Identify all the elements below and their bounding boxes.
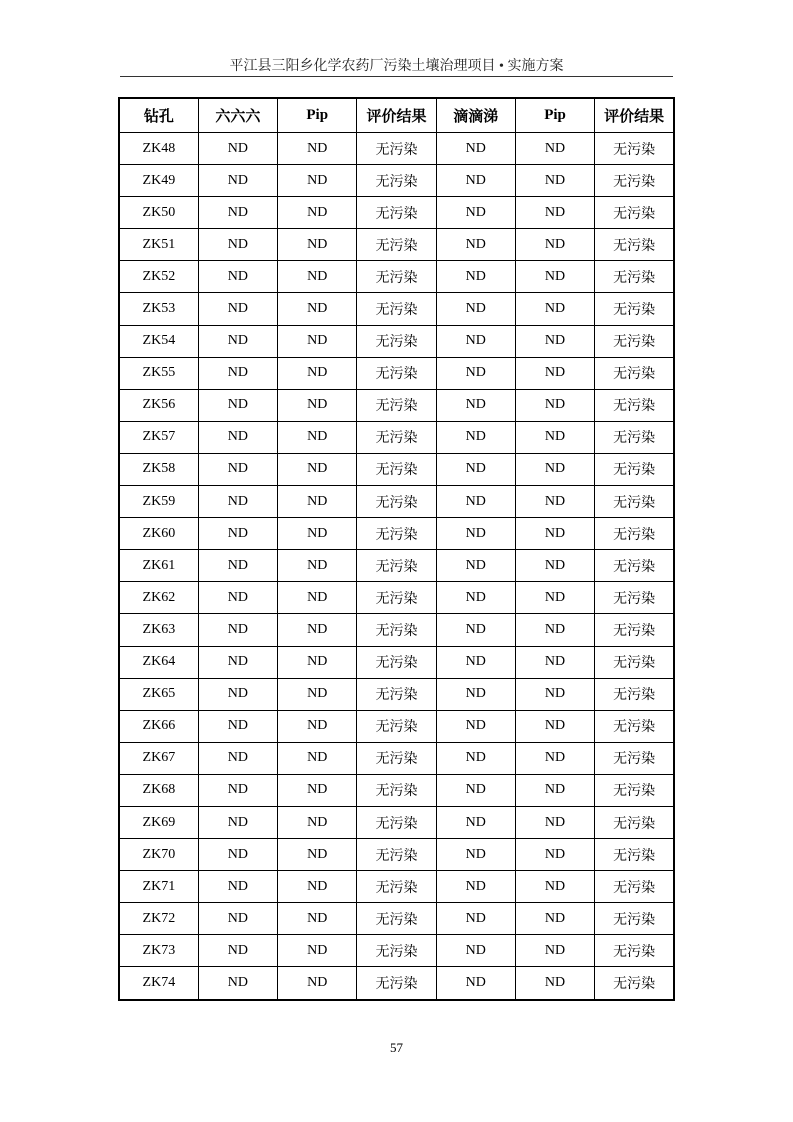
table-cell: ND bbox=[436, 229, 515, 261]
table-cell: ZK71 bbox=[119, 871, 198, 903]
table-row bbox=[119, 229, 674, 261]
table-cell: ND bbox=[436, 197, 515, 229]
table-cell: ND bbox=[198, 806, 277, 838]
table-cell: ZK60 bbox=[119, 518, 198, 550]
table-cell: ND bbox=[515, 293, 594, 325]
table-row bbox=[119, 197, 674, 229]
table-cell: ND bbox=[278, 389, 357, 421]
column-header: 滴滴涕 bbox=[436, 98, 515, 133]
table-cell: ND bbox=[198, 774, 277, 806]
table-cell: ZK54 bbox=[119, 325, 198, 357]
table-cell: ND bbox=[515, 197, 594, 229]
table-cell: ND bbox=[515, 646, 594, 678]
table-cell: ND bbox=[198, 293, 277, 325]
table-cell: 无污染 bbox=[357, 582, 436, 614]
table-cell: ND bbox=[515, 903, 594, 935]
table-cell: 无污染 bbox=[357, 261, 436, 293]
table-body bbox=[119, 133, 674, 1000]
table-cell: 无污染 bbox=[595, 582, 674, 614]
table-cell: ND bbox=[198, 325, 277, 357]
running-header: 平江县三阳乡化学农药厂污染土壤治理项目 • 实施方案 bbox=[229, 59, 564, 74]
table-cell: ND bbox=[436, 967, 515, 1000]
table-cell: ZK55 bbox=[119, 357, 198, 389]
table-cell: ND bbox=[278, 582, 357, 614]
table-cell: ND bbox=[436, 293, 515, 325]
table-cell: ND bbox=[436, 710, 515, 742]
table-row bbox=[119, 518, 674, 550]
column-header: 评价结果 bbox=[595, 98, 674, 133]
table-cell: 无污染 bbox=[357, 453, 436, 485]
table-cell: ND bbox=[436, 614, 515, 646]
table-cell: ND bbox=[515, 614, 594, 646]
table-cell: ND bbox=[198, 357, 277, 389]
table-row bbox=[119, 582, 674, 614]
table-cell: 无污染 bbox=[595, 935, 674, 967]
table-cell: ZK50 bbox=[119, 197, 198, 229]
table-cell: 无污染 bbox=[357, 133, 436, 165]
table-row bbox=[119, 710, 674, 742]
table-cell: 无污染 bbox=[357, 742, 436, 774]
table-cell: 无污染 bbox=[595, 806, 674, 838]
table-cell: ND bbox=[198, 389, 277, 421]
table-cell: ND bbox=[436, 646, 515, 678]
table-row bbox=[119, 806, 674, 838]
table-cell: ND bbox=[436, 550, 515, 582]
table-cell: ND bbox=[198, 197, 277, 229]
table-cell: ND bbox=[436, 582, 515, 614]
table-cell: 无污染 bbox=[357, 486, 436, 518]
table-cell: 无污染 bbox=[595, 967, 674, 1000]
table-row bbox=[119, 453, 674, 485]
table-cell: ZK48 bbox=[119, 133, 198, 165]
table-cell: ND bbox=[198, 742, 277, 774]
table-row bbox=[119, 550, 674, 582]
table-cell: ND bbox=[198, 421, 277, 453]
table-cell: 无污染 bbox=[595, 871, 674, 903]
table-cell: ND bbox=[278, 325, 357, 357]
table-cell: ND bbox=[515, 389, 594, 421]
table-cell: 无污染 bbox=[595, 903, 674, 935]
table-cell: 无污染 bbox=[357, 839, 436, 871]
table-cell: ZK64 bbox=[119, 646, 198, 678]
table-cell: 无污染 bbox=[595, 165, 674, 197]
table-cell: ND bbox=[278, 839, 357, 871]
table-cell: ND bbox=[515, 710, 594, 742]
table-cell: ND bbox=[278, 486, 357, 518]
table-cell: 无污染 bbox=[357, 967, 436, 1000]
table-cell: ND bbox=[278, 871, 357, 903]
table-cell: ZK62 bbox=[119, 582, 198, 614]
table-cell: ND bbox=[278, 710, 357, 742]
table-row bbox=[119, 614, 674, 646]
table-cell: ND bbox=[198, 133, 277, 165]
table-row bbox=[119, 774, 674, 806]
table-cell: ND bbox=[436, 774, 515, 806]
table-cell: ND bbox=[436, 133, 515, 165]
table-cell: ND bbox=[278, 678, 357, 710]
table-cell: 无污染 bbox=[595, 710, 674, 742]
table-cell: 无污染 bbox=[357, 197, 436, 229]
table-row bbox=[119, 903, 674, 935]
table-cell: ND bbox=[198, 550, 277, 582]
table-cell: ND bbox=[515, 453, 594, 485]
table-cell: ND bbox=[278, 453, 357, 485]
table-cell: ND bbox=[515, 325, 594, 357]
table-cell: ZK66 bbox=[119, 710, 198, 742]
table-cell: ND bbox=[198, 710, 277, 742]
table-cell: ND bbox=[515, 486, 594, 518]
table-row bbox=[119, 421, 674, 453]
table-cell: ZK72 bbox=[119, 903, 198, 935]
table-cell: ND bbox=[436, 357, 515, 389]
table-cell: ND bbox=[278, 935, 357, 967]
table-row bbox=[119, 486, 674, 518]
table-cell: 无污染 bbox=[357, 389, 436, 421]
table-cell: ND bbox=[198, 678, 277, 710]
table-cell: ZK67 bbox=[119, 742, 198, 774]
table-cell: ND bbox=[515, 806, 594, 838]
table-cell: 无污染 bbox=[357, 325, 436, 357]
table-cell: 无污染 bbox=[595, 325, 674, 357]
table-cell: ND bbox=[198, 614, 277, 646]
table-cell: 无污染 bbox=[357, 710, 436, 742]
table-cell: ZK53 bbox=[119, 293, 198, 325]
table-cell: ND bbox=[436, 421, 515, 453]
table-cell: 无污染 bbox=[595, 774, 674, 806]
table-cell: ND bbox=[278, 197, 357, 229]
table-cell: 无污染 bbox=[595, 518, 674, 550]
table-cell: 无污染 bbox=[595, 550, 674, 582]
table-cell: 无污染 bbox=[595, 486, 674, 518]
column-header: Pip bbox=[278, 98, 357, 133]
table-cell: 无污染 bbox=[357, 774, 436, 806]
table-cell: 无污染 bbox=[595, 678, 674, 710]
column-header: 钻孔 bbox=[119, 98, 198, 133]
table-cell: 无污染 bbox=[595, 229, 674, 261]
table-cell: ND bbox=[436, 806, 515, 838]
table-cell: ND bbox=[198, 261, 277, 293]
table-cell: ND bbox=[436, 518, 515, 550]
table-cell: ND bbox=[436, 903, 515, 935]
table-cell: ND bbox=[436, 678, 515, 710]
table-cell: ZK73 bbox=[119, 935, 198, 967]
table-cell: 无污染 bbox=[595, 742, 674, 774]
table-cell: ND bbox=[278, 261, 357, 293]
table-row bbox=[119, 839, 674, 871]
table-cell: 无污染 bbox=[357, 871, 436, 903]
table-cell: ND bbox=[515, 421, 594, 453]
table-row bbox=[119, 678, 674, 710]
table-cell: 无污染 bbox=[357, 903, 436, 935]
page-number: 57 bbox=[390, 1040, 403, 1055]
table-row bbox=[119, 165, 674, 197]
table-cell: ND bbox=[436, 871, 515, 903]
table-header-row bbox=[119, 98, 674, 133]
table-cell: ND bbox=[198, 229, 277, 261]
table-cell: ZK65 bbox=[119, 678, 198, 710]
table-cell: ND bbox=[278, 165, 357, 197]
table-cell: 无污染 bbox=[595, 614, 674, 646]
table-cell: 无污染 bbox=[357, 550, 436, 582]
table-cell: ND bbox=[278, 293, 357, 325]
table-cell: 无污染 bbox=[357, 678, 436, 710]
table-cell: ND bbox=[515, 935, 594, 967]
table-cell: ND bbox=[436, 742, 515, 774]
table-cell: ND bbox=[278, 806, 357, 838]
table-cell: 无污染 bbox=[595, 261, 674, 293]
table-cell: 无污染 bbox=[357, 806, 436, 838]
table-cell: 无污染 bbox=[357, 646, 436, 678]
table-cell: ZK57 bbox=[119, 421, 198, 453]
table-cell: ZK56 bbox=[119, 389, 198, 421]
table-cell: ND bbox=[515, 967, 594, 1000]
table-cell: ZK58 bbox=[119, 453, 198, 485]
table-cell: ND bbox=[436, 325, 515, 357]
table-row bbox=[119, 357, 674, 389]
table-cell: ND bbox=[278, 550, 357, 582]
table-cell: ND bbox=[278, 357, 357, 389]
table-cell: 无污染 bbox=[357, 293, 436, 325]
table-row bbox=[119, 133, 674, 165]
table-cell: ND bbox=[515, 839, 594, 871]
table-cell: ND bbox=[198, 646, 277, 678]
table-cell: 无污染 bbox=[595, 133, 674, 165]
table-cell: ND bbox=[198, 453, 277, 485]
table-row bbox=[119, 742, 674, 774]
table-cell: ZK69 bbox=[119, 806, 198, 838]
table-cell: 无污染 bbox=[357, 229, 436, 261]
table-cell: ND bbox=[436, 165, 515, 197]
column-header: Pip bbox=[515, 98, 594, 133]
table-cell: 无污染 bbox=[595, 293, 674, 325]
table-cell: ND bbox=[515, 678, 594, 710]
table-row bbox=[119, 389, 674, 421]
table-cell: 无污染 bbox=[595, 453, 674, 485]
table-cell: ND bbox=[278, 229, 357, 261]
table-cell: ND bbox=[198, 903, 277, 935]
table-cell: ND bbox=[515, 133, 594, 165]
table-cell: ND bbox=[436, 261, 515, 293]
table-row bbox=[119, 293, 674, 325]
table-cell: ND bbox=[278, 967, 357, 1000]
table-cell: ND bbox=[198, 839, 277, 871]
table-cell: ND bbox=[198, 486, 277, 518]
table-cell: ND bbox=[515, 229, 594, 261]
table-cell: ZK59 bbox=[119, 486, 198, 518]
table-cell: ZK51 bbox=[119, 229, 198, 261]
table-cell: ND bbox=[515, 165, 594, 197]
table-cell: 无污染 bbox=[595, 646, 674, 678]
table-row bbox=[119, 325, 674, 357]
table-cell: ND bbox=[436, 935, 515, 967]
table-cell: 无污染 bbox=[595, 357, 674, 389]
table-cell: 无污染 bbox=[357, 518, 436, 550]
column-header: 六六六 bbox=[198, 98, 277, 133]
table-cell: ZK63 bbox=[119, 614, 198, 646]
table-cell: 无污染 bbox=[595, 421, 674, 453]
table-cell: ND bbox=[278, 742, 357, 774]
table-cell: ND bbox=[278, 614, 357, 646]
table-cell: 无污染 bbox=[357, 935, 436, 967]
table-cell: ND bbox=[436, 486, 515, 518]
table-cell: 无污染 bbox=[595, 839, 674, 871]
table-row bbox=[119, 935, 674, 967]
results-table bbox=[118, 97, 675, 1001]
table-cell: 无污染 bbox=[595, 389, 674, 421]
table-cell: ZK70 bbox=[119, 839, 198, 871]
table-cell: ND bbox=[278, 646, 357, 678]
table-cell: ND bbox=[198, 165, 277, 197]
table-cell: ND bbox=[515, 871, 594, 903]
table-cell: ND bbox=[436, 453, 515, 485]
table-cell: ND bbox=[278, 421, 357, 453]
table-cell: ND bbox=[515, 550, 594, 582]
table-cell: 无污染 bbox=[595, 197, 674, 229]
table-cell: ND bbox=[515, 742, 594, 774]
table-cell: 无污染 bbox=[357, 165, 436, 197]
table-cell: ND bbox=[515, 774, 594, 806]
table-cell: ND bbox=[278, 518, 357, 550]
table-cell: ZK74 bbox=[119, 967, 198, 1000]
table-cell: ND bbox=[515, 582, 594, 614]
table-cell: 无污染 bbox=[357, 357, 436, 389]
table-cell: 无污染 bbox=[357, 614, 436, 646]
table-cell: ND bbox=[436, 389, 515, 421]
table-cell: ND bbox=[436, 839, 515, 871]
table-row bbox=[119, 967, 674, 1000]
table-cell: ND bbox=[198, 871, 277, 903]
column-header: 评价结果 bbox=[357, 98, 436, 133]
table-cell: ZK52 bbox=[119, 261, 198, 293]
table-cell: ND bbox=[198, 518, 277, 550]
table-row bbox=[119, 871, 674, 903]
table-cell: ND bbox=[515, 357, 594, 389]
table-cell: ZK49 bbox=[119, 165, 198, 197]
table-row bbox=[119, 646, 674, 678]
table-row bbox=[119, 261, 674, 293]
table-cell: ND bbox=[198, 967, 277, 1000]
table-cell: ND bbox=[198, 582, 277, 614]
table-cell: ND bbox=[515, 261, 594, 293]
table-cell: ND bbox=[278, 774, 357, 806]
table-cell: ND bbox=[278, 903, 357, 935]
table-cell: ND bbox=[515, 518, 594, 550]
table-cell: ZK61 bbox=[119, 550, 198, 582]
table-cell: 无污染 bbox=[357, 421, 436, 453]
table-cell: ND bbox=[278, 133, 357, 165]
header-divider bbox=[120, 76, 673, 77]
table-cell: ZK68 bbox=[119, 774, 198, 806]
table-cell: ND bbox=[198, 935, 277, 967]
